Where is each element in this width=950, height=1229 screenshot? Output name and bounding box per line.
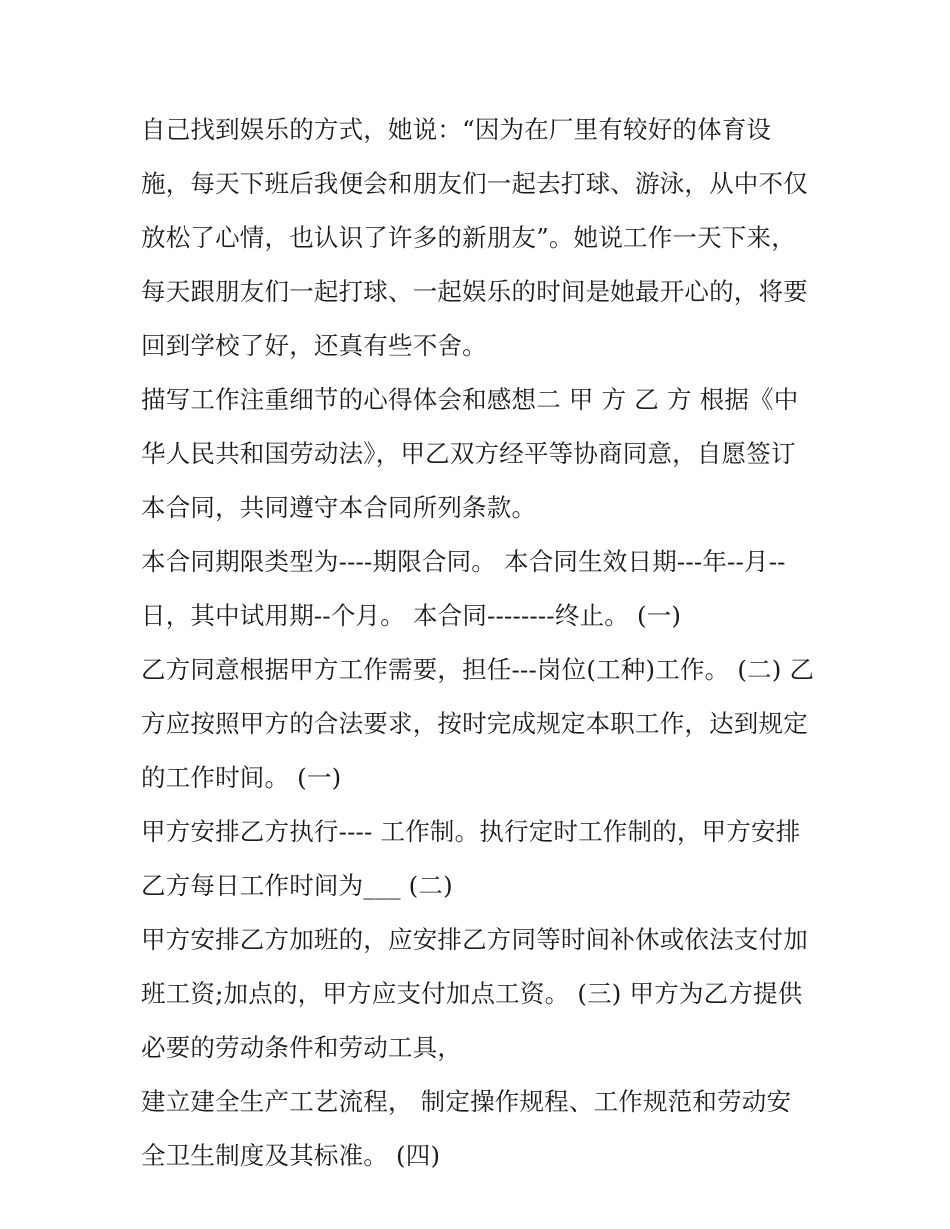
text-line: 乙方每日工作时间为___ (二) — [141, 871, 453, 900]
text-line: 本合同，共同遵守本合同所列条款。 — [141, 493, 537, 522]
paragraph-3 — [141, 535, 821, 643]
text-line: 建立建全生产工艺流程， 制定操作规程、工作规范和劳动安 — [141, 1087, 792, 1116]
paragraph-1 — [141, 103, 821, 373]
text-line: 甲方安排乙方执行---- 工作制。执行定时工作制的，甲方安排 — [141, 817, 801, 846]
text-line: 每天跟朋友们一起打球、一起娱乐的时间是她最开心的，将要 — [141, 277, 808, 306]
paragraph-4 — [141, 643, 821, 805]
paragraph-2 — [141, 373, 821, 535]
text-line: 自己找到娱乐的方式，她说：“因为在厂里有较好的体育设 — [141, 115, 772, 144]
document-body — [141, 103, 821, 1183]
text-line: 乙方同意根据甲方工作需要，担任---岗位(工种)工作。 (二) 乙 — [141, 655, 815, 684]
text-line: 放松了心情，也认识了许多的新朋友”。她说工作一天下来， — [141, 223, 796, 252]
text-line: 方应按照甲方的合法要求，按时完成规定本职工作，达到规定 — [141, 709, 808, 738]
text-line: 施，每天下班后我便会和朋友们一起去打球、游泳，从中不仅 — [141, 169, 808, 198]
text-line: 班工资;加点的，甲方应支付加点工资。 (三) 甲方为乙方提供 — [141, 979, 803, 1008]
text-line: 回到学校了好，还真有些不舍。 — [141, 331, 487, 360]
text-line: 日，其中试用期--个月。 本合同--------终止。 (一) — [141, 601, 682, 630]
paragraph-7 — [141, 1075, 821, 1183]
text-line: 的工作时间。 (一) — [141, 763, 342, 792]
text-line: 全卫生制度及其标准。 (四) — [141, 1141, 441, 1170]
paragraph-6 — [141, 913, 821, 1075]
text-line: 甲方安排乙方加班的，应安排乙方同等时间补休或依法支付加 — [141, 925, 808, 954]
text-line: 华人民共和国劳动法》，甲乙双方经平等协商同意，自愿签订 — [141, 439, 796, 468]
text-line: 描写工作注重细节的心得体会和感想二 甲 方 乙 方 根据《中 — [141, 385, 799, 414]
text-line: 必要的劳动条件和劳动工具， — [141, 1033, 463, 1062]
text-line: 本合同期限类型为----期限合同。 本合同生效日期---年--月-- — [141, 547, 786, 576]
paragraph-5 — [141, 805, 821, 913]
